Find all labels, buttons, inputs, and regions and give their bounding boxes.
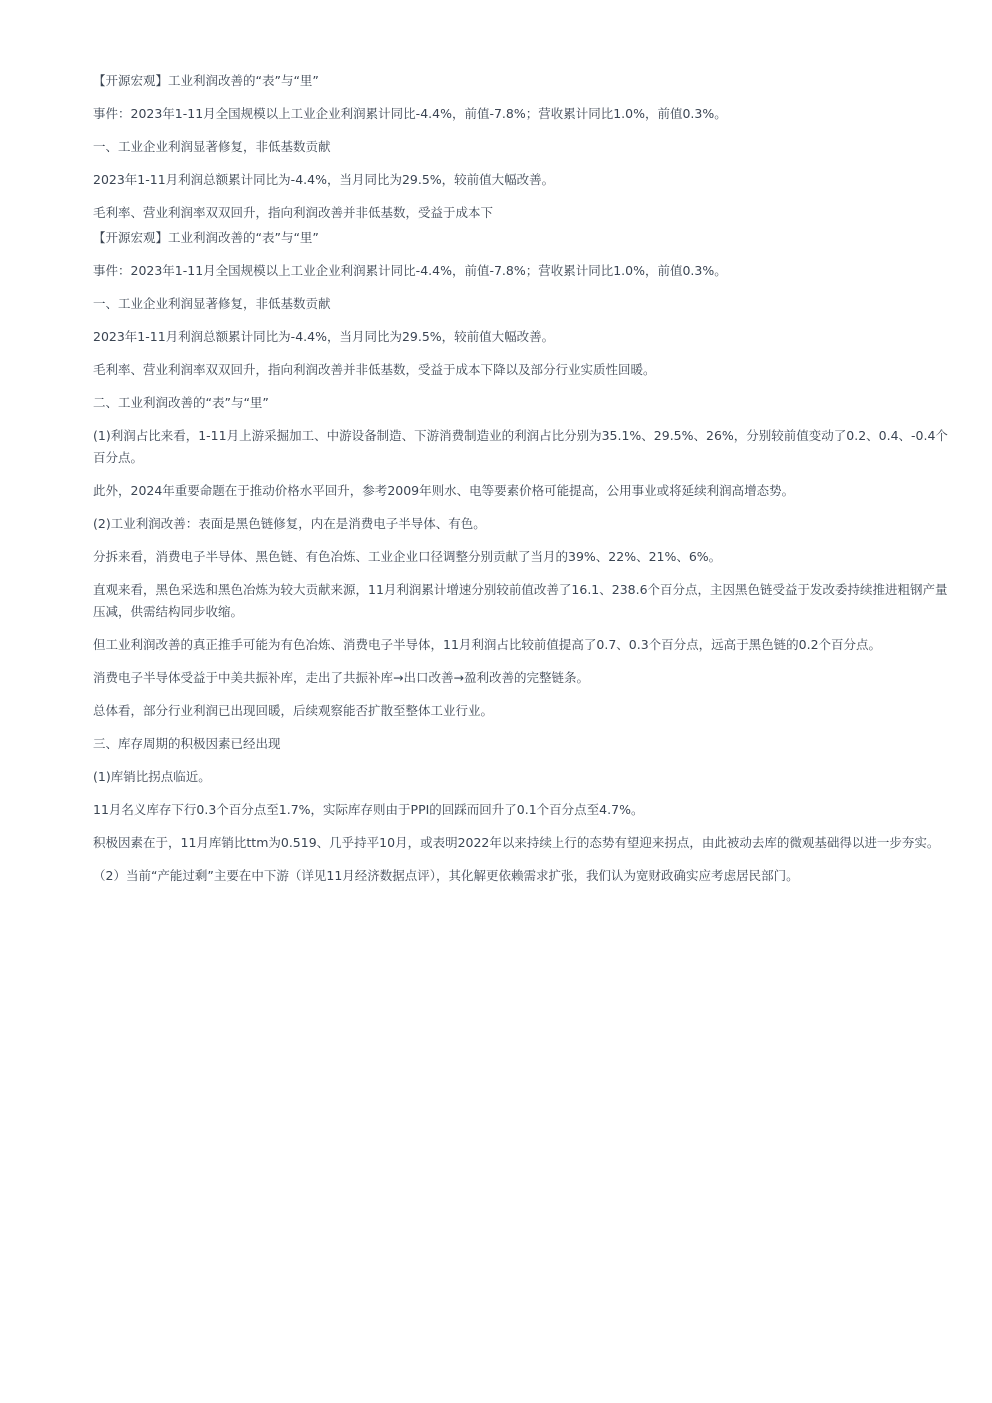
paragraph-title-repeat: 【开源宏观】工业利润改善的“表”与“里” (93, 230, 319, 245)
paragraph-margin: 毛利率、营业利润率双双回升，指向利润改善并非低基数，受益于成本下降以及部分行业实质性回暖。 (93, 362, 656, 377)
paragraph-price-level: 此外，2024年重要命题在于推动价格水平回升，参考2009年则水、电等要素价格可能提高，公用事业或将延续利润高增态势。 (93, 483, 795, 498)
paragraph-section-heading-2: 二、工业利润改善的“表”与“里” (93, 395, 269, 410)
paragraph-margin-truncated: 毛利率、营业利润率双双回升，指向利润改善并非低基数，受益于成本下 (93, 205, 494, 220)
paragraph-nominal-inventory: 11月名义库存下行0.3个百分点至1.7%，实际库存则由于PPI的回踩而回升了0.1个百分点至4.7%。 (93, 802, 644, 817)
paragraph-consumer-electronics: 消费电子半导体受益于中美共振补库，走出了共振补库→出口改善→盈利改善的完整链条。 (93, 670, 589, 685)
paragraph-title: 【开源宏观】工业利润改善的“表”与“里” (93, 73, 319, 88)
paragraph-black-chain: 直观来看，黑色采选和黑色冶炼为较大贡献来源，11月利润累计增速分别较前值改善了16.1、238.6个百分点，主因黑色链受益于发改委持续推进粗钢产量压减，供需结构同步收缩。 (93, 582, 948, 619)
paragraph-event: 事件：2023年1-11月全国规模以上工业企业利润累计同比-4.4%，前值-7.8%；营收累计同比1.0%，前值0.3%。 (93, 106, 727, 121)
paragraph-inventory-sales-ratio: (1)库销比拐点临近。 (93, 769, 211, 784)
paragraph-section-heading: 一、工业企业利润显著修复，非低基数贡献 (93, 139, 331, 154)
paragraph-profit-total-repeat: 2023年1-11月利润总额累计同比为-4.4%，当月同比为29.5%，较前值大幅改善。 (93, 329, 555, 344)
document-body (93, 70, 949, 898)
paragraph-section-heading-1: 一、工业企业利润显著修复，非低基数贡献 (93, 296, 331, 311)
paragraph-breakdown: 分拆来看，消费电子半导体、黑色链、有色冶炼、工业企业口径调整分别贡献了当月的39%、22%、21%、6%。 (93, 549, 722, 564)
paragraph-overall: 总体看，部分行业利润已出现回暖，后续观察能否扩散至整体工业行业。 (93, 703, 494, 718)
paragraph-positive-factors: 积极因素在于，11月库销比ttm为0.519、几乎持平10月，或表明2022年以来持续上行的态势有望迎来拐点，由此被动去库的微观基础得以进一步夯实。 (93, 835, 940, 850)
paragraph-event-repeat: 事件：2023年1-11月全国规模以上工业企业利润累计同比-4.4%，前值-7.8%；营收累计同比1.0%，前值0.3%。 (93, 263, 727, 278)
paragraph-true-driver: 但工业利润改善的真正推手可能为有色冶炼、消费电子半导体，11月利润占比较前值提高了0.7、0.3个百分点，远高于黑色链的0.2个百分点。 (93, 637, 882, 652)
paragraph-overcapacity: （2）当前“产能过剩”主要在中下游（详见11月经济数据点评），其化解更依赖需求扩张，我们认为宽财政确实应考虑居民部门。 (93, 868, 799, 883)
paragraph-section-heading-3: 三、库存周期的积极因素已经出现 (93, 736, 281, 751)
paragraph-improvement-summary: (2)工业利润改善：表面是黑色链修复，内在是消费电子半导体、有色。 (93, 516, 486, 531)
paragraph-profit-total: 2023年1-11月利润总额累计同比为-4.4%，当月同比为29.5%，较前值大幅改善。 (93, 172, 555, 187)
paragraph-profit-share: (1)利润占比来看，1-11月上游采掘加工、中游设备制造、下游消费制造业的利润占比分别为35.1%、29.5%、26%，分别较前值变动了0.2、0.4、-0.4个百分点。 (93, 428, 948, 465)
